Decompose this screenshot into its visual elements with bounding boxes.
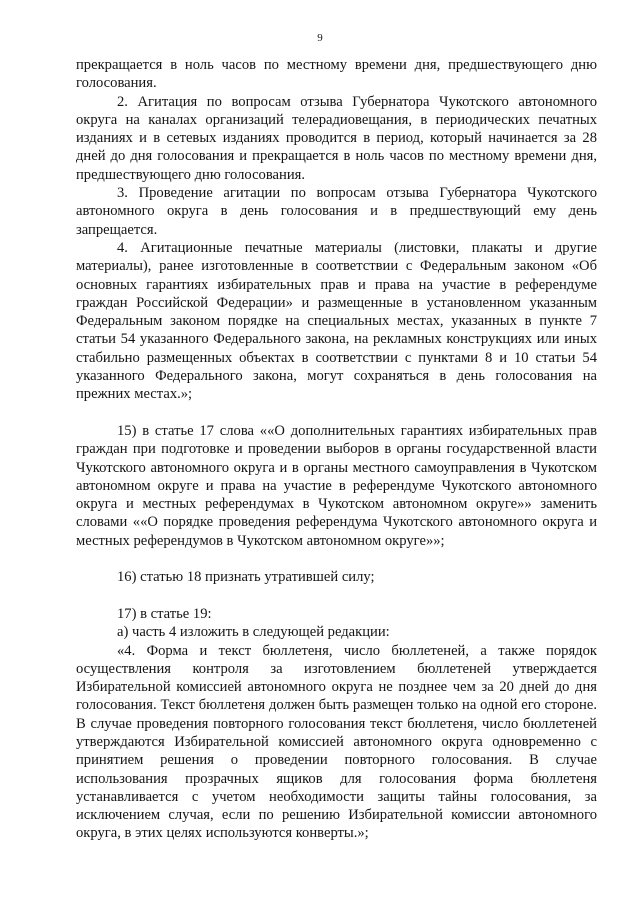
paragraph-item-2: 2. Агитация по вопросам отзыва Губернатора Чукотского автономного округа на каналах организаций телерадиовещания, в периодических печатных изданиях и в сетевых изданиях проводится в период, который начинается за 28 дней до дня голосования и прекращается в ноль часов по местному времени дня, предшествующего дню голосования.	[76, 93, 597, 183]
paragraph-item-3: 3. Проведение агитации по вопросам отзыва Губернатора Чукотского автономного округа в день голосования и в предшествующий ему день запрещается.	[76, 185, 597, 238]
paragraph-item-15: 15) в статье 17 слова ««О дополнительных гарантиях избирательных прав граждан при подготовке и проведении выборов в органы государственной власти Чукотского автономного округа и в органы местного самоуправления в Чукотском автономном округе и права на участие в референдуме Чукотского автономного округа и местных референдумах в Чукотском автономном округе»» заменить словами ««О порядке проведения референдума Чукотского автономного округа и местных референдумов в Чукотском автономном округе»»;	[76, 422, 597, 549]
paragraph-item-17a: а) часть 4 изложить в следующей редакции:	[117, 624, 390, 641]
paragraph-item-16: 16) статью 18 признать утратившей силу;	[117, 569, 375, 586]
paragraph-continuation: прекращается в ноль часов по местному времени дня, предшествующего дню голосования.	[76, 57, 597, 92]
paragraph-item-4: 4. Агитационные печатные материалы (листовки, плакаты и другие материалы), ранее изготовленные в соответствии с Федеральным законом «Об основных гарантиях избирательных прав и права на участие в референдуме граждан Российской Федерации» и размещенные в установленном указанным Федеральным законом порядке на специальных местах, указанных в пункте 7 статьи 54 указанного Федерального закона, на рекламных конструкциях или иных стабильно размещенных объектах в соответствии с пунктами 8 и 10 статьи 54 указанного Федерального закона, могут сохраняться в день голосования на прежних местах.»;	[76, 239, 597, 403]
paragraph-gap	[76, 404, 597, 422]
paragraph-quoted-part-4: «4. Форма и текст бюллетеня, число бюллетеней, а также порядок осуществления контроля за изготовлением бюллетеней утверждается Избирательной комиссией автономного округа не позднее чем за 20 дней до дня голосования. Текст бюллетеня должен быть размещен только на одной его стороне. В случае проведения повторного голосования текст бюллетеня, число бюллетеней утверждаются Избирательной комиссией автономного округа одновременно с принятием решения о проведении повторного голосования. В случае использования прозрачных ящиков для голосования форма бюллетеня устанавливается с учетом необходимости защиты тайны голосования, за исключением случая, если по решению Избирательной комиссии автономного округа, в этих целях используются конверты.»;	[76, 642, 597, 842]
paragraph-gap	[76, 550, 597, 568]
page-number: 9	[317, 32, 323, 44]
paragraph-item-17: 17) в статье 19:	[117, 605, 212, 622]
document-body	[76, 56, 597, 843]
paragraph-gap	[76, 587, 597, 605]
